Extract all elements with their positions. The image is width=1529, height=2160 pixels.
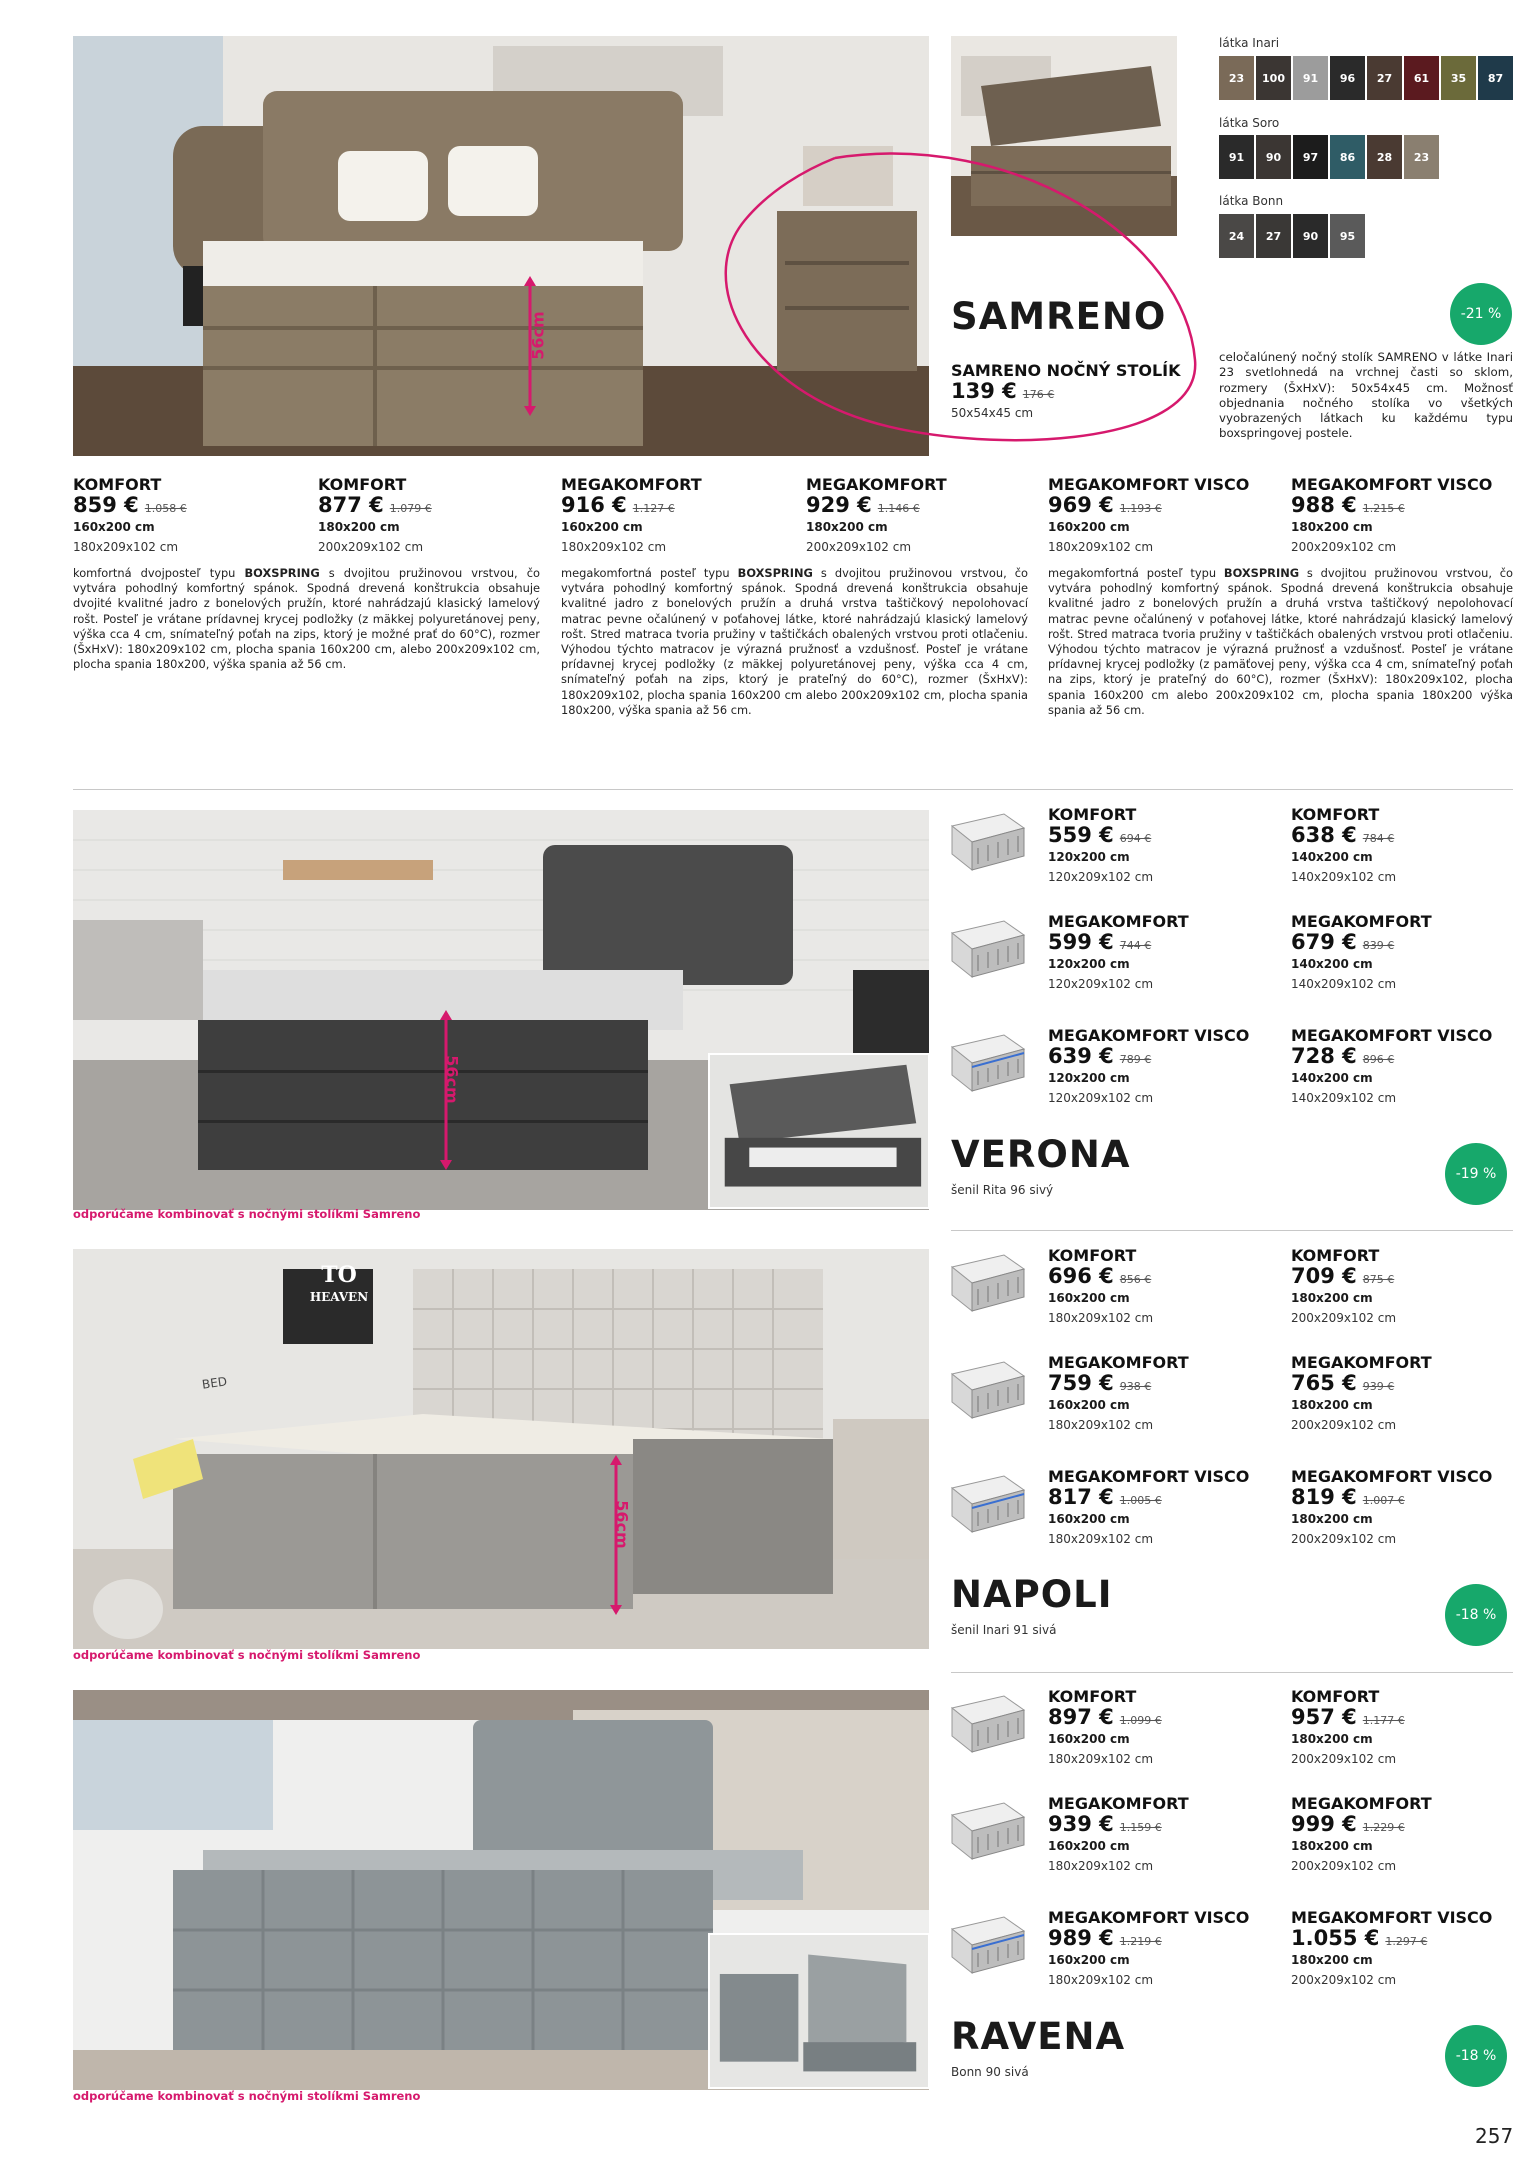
height-label: 56cm (442, 1055, 462, 1104)
verona-price-2: MEGAKOMFORT 599 € 744 € 120x200 cm 120x209x102 cm (1048, 912, 1189, 991)
swatch-row-bonn (1219, 214, 1365, 258)
recommendation-note: odporúčame kombinovať s nočnými stolíkmi Samreno (73, 2089, 421, 2103)
recommendation-note: odporúčame kombinovať s nočnými stolíkmi Samreno (73, 1207, 421, 1221)
fabric-swatch: 87 (1478, 56, 1513, 100)
napoli-price-2: MEGAKOMFORT 759 € 938 € 160x200 cm 180x209x102 cm (1048, 1353, 1189, 1432)
napoli-photo (73, 1249, 929, 1649)
nightstand-description: celočalúnený nočný stolík SAMRENO v látke Inari 23 svetlohnedá na vrchnej časti so sklom, rozmery (ŠxHxV): 50x54x45 cm. Možnosť objednania nočného stolíka vo všetkých vyobrazených látkach ku každému typu boxspringovej postele. (1219, 350, 1513, 441)
fabric-swatch: 27 (1256, 214, 1291, 258)
fabric-swatch: 27 (1367, 56, 1402, 100)
mattress-megakomfort-visco-icon (948, 1470, 1028, 1544)
recommendation-note: odporúčame kombinovať s nočnými stolíkmi Samreno (73, 1648, 421, 1662)
napoli-price-4: MEGAKOMFORT VISCO 817 € 1.005 € 160x200 cm 180x209x102 cm (1048, 1467, 1250, 1546)
napoli-price-0: KOMFORT 696 € 856 € 160x200 cm 180x209x102 cm (1048, 1246, 1154, 1325)
mattress-megakomfort-visco-icon (948, 1911, 1028, 1985)
samreno-price-0: KOMFORT 859 € 1.058 € 160x200 cm 180x209x102 cm (73, 475, 187, 554)
napoli-price-1: KOMFORT 709 € 875 € 180x200 cm 200x209x102 cm (1291, 1246, 1397, 1325)
height-label: 56cm (612, 1500, 632, 1549)
samreno-price-4: MEGAKOMFORT VISCO 969 € 1.193 € 160x200 cm 180x209x102 cm (1048, 475, 1250, 554)
fabric-swatch: 96 (1330, 56, 1365, 100)
swatch-label-soro: látka Soro (1219, 116, 1280, 130)
mattress-komfort-icon (948, 1249, 1028, 1323)
verona-price-0: KOMFORT 559 € 694 € 120x200 cm 120x209x102 cm (1048, 805, 1154, 884)
height-indicator (606, 1455, 646, 1615)
mattress-komfort-icon (948, 808, 1028, 882)
fabric-swatch: 28 (1367, 135, 1402, 179)
product-fabric-verona: šenil Rita 96 sivý (951, 1183, 1054, 1197)
ravena-price-5: MEGAKOMFORT VISCO 1.055 € 1.297 € 180x200 cm 200x209x102 cm (1291, 1908, 1493, 1987)
fabric-swatch: 100 (1256, 56, 1291, 100)
verona-price-1: KOMFORT 638 € 784 € 140x200 cm 140x209x102 cm (1291, 805, 1397, 884)
product-title-verona: VERONA (951, 1133, 1131, 1176)
mattress-komfort-icon (948, 1690, 1028, 1764)
page-title-samreno: SAMRENO (951, 295, 1167, 338)
product-fabric-napoli: šenil Inari 91 sivá (951, 1623, 1057, 1637)
fabric-swatch: 91 (1219, 135, 1254, 179)
verona-storage-photo (708, 1053, 930, 1209)
samreno-price-3: MEGAKOMFORT 929 € 1.146 € 180x200 cm 200x209x102 cm (806, 475, 947, 554)
samreno-price-5: MEGAKOMFORT VISCO 988 € 1.215 € 180x200 cm 200x209x102 cm (1291, 475, 1493, 554)
discount-badge: -21 % (1450, 283, 1512, 345)
fabric-swatch: 24 (1219, 214, 1254, 258)
swatch-row-soro (1219, 135, 1439, 179)
samreno-price-1: KOMFORT 877 € 1.079 € 180x200 cm 200x209x102 cm (318, 475, 432, 554)
mattress-megakomfort-icon (948, 1356, 1028, 1430)
fabric-swatch: 61 (1404, 56, 1439, 100)
swatch-label-bonn: látka Bonn (1219, 194, 1284, 208)
ravena-storage-photo (708, 1933, 930, 2089)
description-megakomfort-visco: megakomfortná posteľ typu BOXSPRING s dvojitou pružinovou vrstvou, čo vytvára pohodlný komfortný spánok. Spodná drevená konštrukcia obsahuje kvalitné jadro z bonelových pružín a druhá vrstva taštičkový nepolohovací matrac pevne očalúnený v poťahovej látke, ktoré nahrádzajú klasický lamelový rošt. Stred matraca tvoria pružiny v taštičkách obalených vrstvou proti otlačeniu. Výhodou týchto matracov je výrazná pružnosť a vzdušnosť. Posteľ je vrátane prídavnej krycej podložky (z pamäťovej peny, výška cca 4 cm, snímateľný poťah na zips, ktorý je prateľný do 60°C), rozmer (ŠxHxV): 180x209x102, plocha spania 160x200 cm alebo 200x209x102 cm, plocha spania 180x200 výška spania až 56 cm. (1048, 566, 1514, 717)
fabric-swatch: 86 (1330, 135, 1365, 179)
verona-price-4: MEGAKOMFORT VISCO 639 € 789 € 120x200 cm 120x209x102 cm (1048, 1026, 1250, 1105)
napoli-price-3: MEGAKOMFORT 765 € 939 € 180x200 cm 200x209x102 cm (1291, 1353, 1432, 1432)
discount-badge: -18 % (1445, 2025, 1507, 2087)
napoli-price-5: MEGAKOMFORT VISCO 819 € 1.007 € 180x200 cm 200x209x102 cm (1291, 1467, 1493, 1546)
ravena-price-4: MEGAKOMFORT VISCO 989 € 1.219 € 160x200 cm 180x209x102 cm (1048, 1908, 1250, 1987)
description-megakomfort: megakomfortná posteľ typu BOXSPRING s dvojitou pružinovou vrstvou, čo vytvára pohodlný komfortný spánok. Spodná drevená konštrukcia obsahuje kvalitné jadro z bonelových pružín a druhá vrstva taštičkový nepolohovací matrac pevne očalúnený v poťahovej látke, ktoré nahrádzajú klasický lamelový rošt. Stred matraca tvoria pružiny v taštičkách obalených vrstvou proti otlačeniu. Výhodou týchto matracov je výrazná pružnosť a vzdušnosť. Posteľ je vrátane prídavnej krycej podložky (z mäkkej polyuretánovej peny, výška cca 4 cm, snímateľný poťah na zips, ktorý je prateľný do 60°C), rozmer (ŠxHxV): 180x209x102, plocha spania 160x200 cm alebo 200x209x102 cm, plocha spania 180x200, výška spania až 56 cm. (561, 566, 1029, 717)
fabric-swatch: 90 (1256, 135, 1291, 179)
verona-price-5: MEGAKOMFORT VISCO 728 € 896 € 140x200 cm 140x209x102 cm (1291, 1026, 1493, 1105)
pillow-text: BED (201, 1374, 228, 1392)
ravena-price-1: KOMFORT 957 € 1.177 € 180x200 cm 200x209x102 cm (1291, 1687, 1405, 1766)
poster-line-2: HEAVEN (309, 1290, 369, 1304)
height-indicator (436, 1010, 476, 1170)
fabric-swatch: 90 (1293, 214, 1328, 258)
fabric-swatch: 35 (1441, 56, 1476, 100)
divider (951, 1672, 1513, 1673)
verona-price-3: MEGAKOMFORT 679 € 839 € 140x200 cm 140x209x102 cm (1291, 912, 1432, 991)
height-indicator (520, 276, 560, 416)
ravena-price-0: KOMFORT 897 € 1.099 € 160x200 cm 180x209x102 cm (1048, 1687, 1162, 1766)
mattress-megakomfort-visco-icon (948, 1029, 1028, 1103)
mattress-megakomfort-icon (948, 915, 1028, 989)
height-label: 56cm (528, 311, 548, 360)
divider (951, 1230, 1513, 1231)
discount-badge: -18 % (1445, 1584, 1507, 1646)
nightstand-price: SAMRENO NOČNÝ STOLÍK 139 € 176 € 50x54x45 cm (951, 361, 1181, 420)
page-number: 257 (1475, 2124, 1514, 2148)
swatch-row-inari (1219, 56, 1513, 100)
discount-badge: -19 % (1445, 1143, 1507, 1205)
samreno-price-2: MEGAKOMFORT 916 € 1.127 € 160x200 cm 180x209x102 cm (561, 475, 702, 554)
mattress-megakomfort-icon (948, 1797, 1028, 1871)
poster (300, 1262, 378, 1322)
fabric-swatch: 95 (1330, 214, 1365, 258)
product-title-ravena: RAVENA (951, 2015, 1126, 2058)
product-fabric-ravena: Bonn 90 sivá (951, 2065, 1029, 2079)
divider (73, 789, 1513, 790)
ravena-price-3: MEGAKOMFORT 999 € 1.229 € 180x200 cm 200x209x102 cm (1291, 1794, 1432, 1873)
description-komfort: komfortná dvojposteľ typu BOXSPRING s dvojitou pružinovou vrstvou, čo vytvára pohodlný komfortný spánok. Spodná drevená konštrukcia obsahuje dvojité kvalitné jadro z bonelových pružín, ktoré nahrádzajú klasický lamelový rošt. Posteľ je vrátane prídavnej krycej podložky (z mäkkej polyuretánovej peny, výška cca 4 cm, snímateľný poťah na zips, ktorý je možné prať do 60°C), rozmer (ŠxHxV): 180x209x102 cm, plocha spania 160x200 cm, alebo 200x209x102 cm, plocha spania 180x200, výška spania až 56 cm. (73, 566, 540, 672)
ravena-price-2: MEGAKOMFORT 939 € 1.159 € 160x200 cm 180x209x102 cm (1048, 1794, 1189, 1873)
poster-line-1: TO (321, 1262, 357, 1288)
swatch-label-inari: látka Inari (1219, 36, 1280, 50)
product-title-napoli: NAPOLI (951, 1573, 1113, 1616)
fabric-swatch: 23 (1219, 56, 1254, 100)
fabric-swatch: 91 (1293, 56, 1328, 100)
fabric-swatch: 23 (1404, 135, 1439, 179)
fabric-swatch: 97 (1293, 135, 1328, 179)
